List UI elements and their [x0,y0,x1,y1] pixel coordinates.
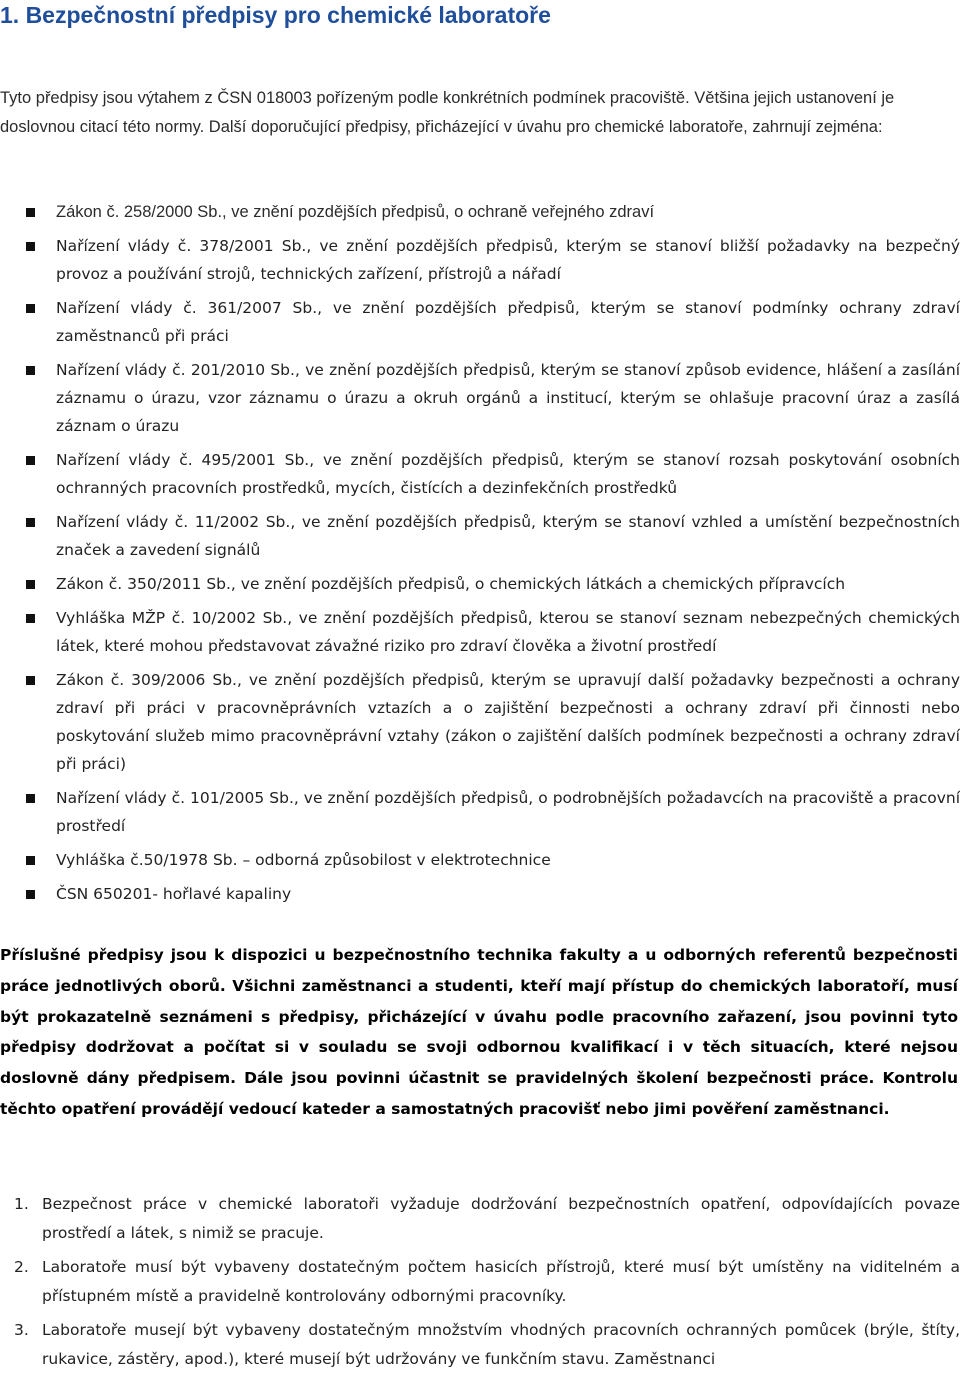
item-number: 2. [14,1258,29,1276]
square-bullet-icon [26,856,35,865]
list-item: 2. Laboratoře musí být vybaveny dostatečným počtem hasicích přístrojů, které musí být umístěny na viditelném a přístupném místě a pravidelně kontrolovány odbornými pracovníky. [0,1253,960,1310]
square-bullet-icon [26,456,35,465]
square-bullet-icon [26,890,35,899]
rules-list [0,1190,960,1379]
square-bullet-icon [26,794,35,803]
list-item: Vyhláška MŽP č. 10/2002 Sb., ve znění pozdějších předpisů, kterou se stanoví seznam nebezpečných chemických látek, které mohou představovat závažné riziko pro zdraví člověka a životní prostředí [0,604,960,660]
list-item: Zákon č. 258/2000 Sb., ve znění pozdějších předpisů, o ochraně veřejného zdraví [0,198,960,226]
list-item: Vyhláška č.50/1978 Sb. – odborná způsobilost v elektrotechnice [0,846,960,874]
square-bullet-icon [26,304,35,313]
list-item: Nařízení vlády č. 101/2005 Sb., ve znění pozdějších předpisů, o podrobnějších požadavcích na pracoviště a pracovní prostředí [0,784,960,840]
list-item: Nařízení vlády č. 378/2001 Sb., ve znění pozdějších předpisů, kterým se stanoví bližší požadavky na bezpečný provoz a používání strojů, technických zařízení, přístrojů a nářadí [0,232,960,288]
list-item: Nařízení vlády č. 201/2010 Sb., ve znění pozdějších předpisů, kterým se stanoví způsob evidence, hlášení a zasílání záznamu o úrazu, vzor záznamu o úrazu a okruh orgánů a institucí, kterým se ohlašuje pracovní úraz a zasílá záznam o úrazu [0,356,960,440]
list-item: Nařízení vlády č. 11/2002 Sb., ve znění pozdějších předpisů, kterým se stanoví vzhled a umístění bezpečnostních značek a zavedení signálů [0,508,960,564]
square-bullet-icon [26,614,35,623]
closing-paragraph: Příslušné předpisy jsou k dispozici u bezpečnostního technika fakulty a u odborných referentů bezpečnosti práce jednotlivých oborů. Všichni zaměstnanci a studenti, kteří mají přístup do chemických laboratoří, musí být prokazatelně seznámeni s předpisy, přicházející v úvahu podle pracovního zařazení, jsou povinni tyto předpisy dodržovat a počítat si v souladu se svoji odbornou kvalifikací i v těch situacích, které nejsou doslovně dány předpisem. Dále jsou povinni účastnit se pravidelných školení bezpečnosti práce. Kontrolu těchto opatření provádějí vedoucí kateder a samostatných pracovišť nebo jimi pověření zaměstnanci. [0,946,958,1118]
square-bullet-icon [26,676,35,685]
list-item: Nařízení vlády č. 361/2007 Sb., ve znění pozdějších předpisů, kterým se stanoví podmínky ochrany zdraví zaměstnanců při práci [0,294,960,350]
list-item: Nařízení vlády č. 495/2001 Sb., ve znění pozdějších předpisů, kterým se stanoví rozsah poskytování osobních ochranných pracovních prostředků, mycích, čistících a dezinfekčních prostředků [0,446,960,502]
list-item: Zákon č. 350/2011 Sb., ve znění pozdějších předpisů, o chemických látkách a chemických přípravcích [0,570,960,598]
item-number: 3. [14,1321,29,1339]
square-bullet-icon [26,208,35,217]
square-bullet-icon [26,366,35,375]
list-item: ČSN 650201- hořlavé kapaliny [0,880,960,908]
list-item: 3. Laboratoře musejí být vybaveny dostatečným množstvím vhodných pracovních ochranných pomůcek (brýle, štíty, rukavice, zástěry, apod.), které musejí být udržovány ve funkčním stavu. Zaměstnanci [0,1316,960,1373]
square-bullet-icon [26,580,35,589]
square-bullet-icon [26,518,35,527]
page-title: 1. Bezpečnostní předpisy pro chemické laboratoře [0,2,551,28]
intro-paragraph: Tyto předpisy jsou výtahem z ČSN 018003 pořízeným podle konkrétních podmínek pracoviště. Většina jejich ustanovení je doslovnou citací této normy. Další doporučující předpisy, přicházející v úvahu pro chemické laboratoře, zahrnují zejména: [0,89,895,136]
item-number: 1. [14,1195,29,1213]
square-bullet-icon [26,242,35,251]
list-item: 1. Bezpečnost práce v chemické laboratoři vyžaduje dodržování bezpečnostních opatření, odpovídajících povaze prostředí a látek, s nimiž se pracuje. [0,1190,960,1247]
regulations-list [0,198,960,914]
list-item: Zákon č. 309/2006 Sb., ve znění pozdějších předpisů, kterým se upravují další požadavky bezpečnosti a ochrany zdraví při práci v pracovněprávních vztazích a o zajištění bezpečnosti a ochrany zdraví při činnosti nebo poskytování služeb mimo pracovněprávní vztahy (zákon o zajištění dalších podmínek bezpečnosti a ochrany zdraví při práci) [0,666,960,778]
